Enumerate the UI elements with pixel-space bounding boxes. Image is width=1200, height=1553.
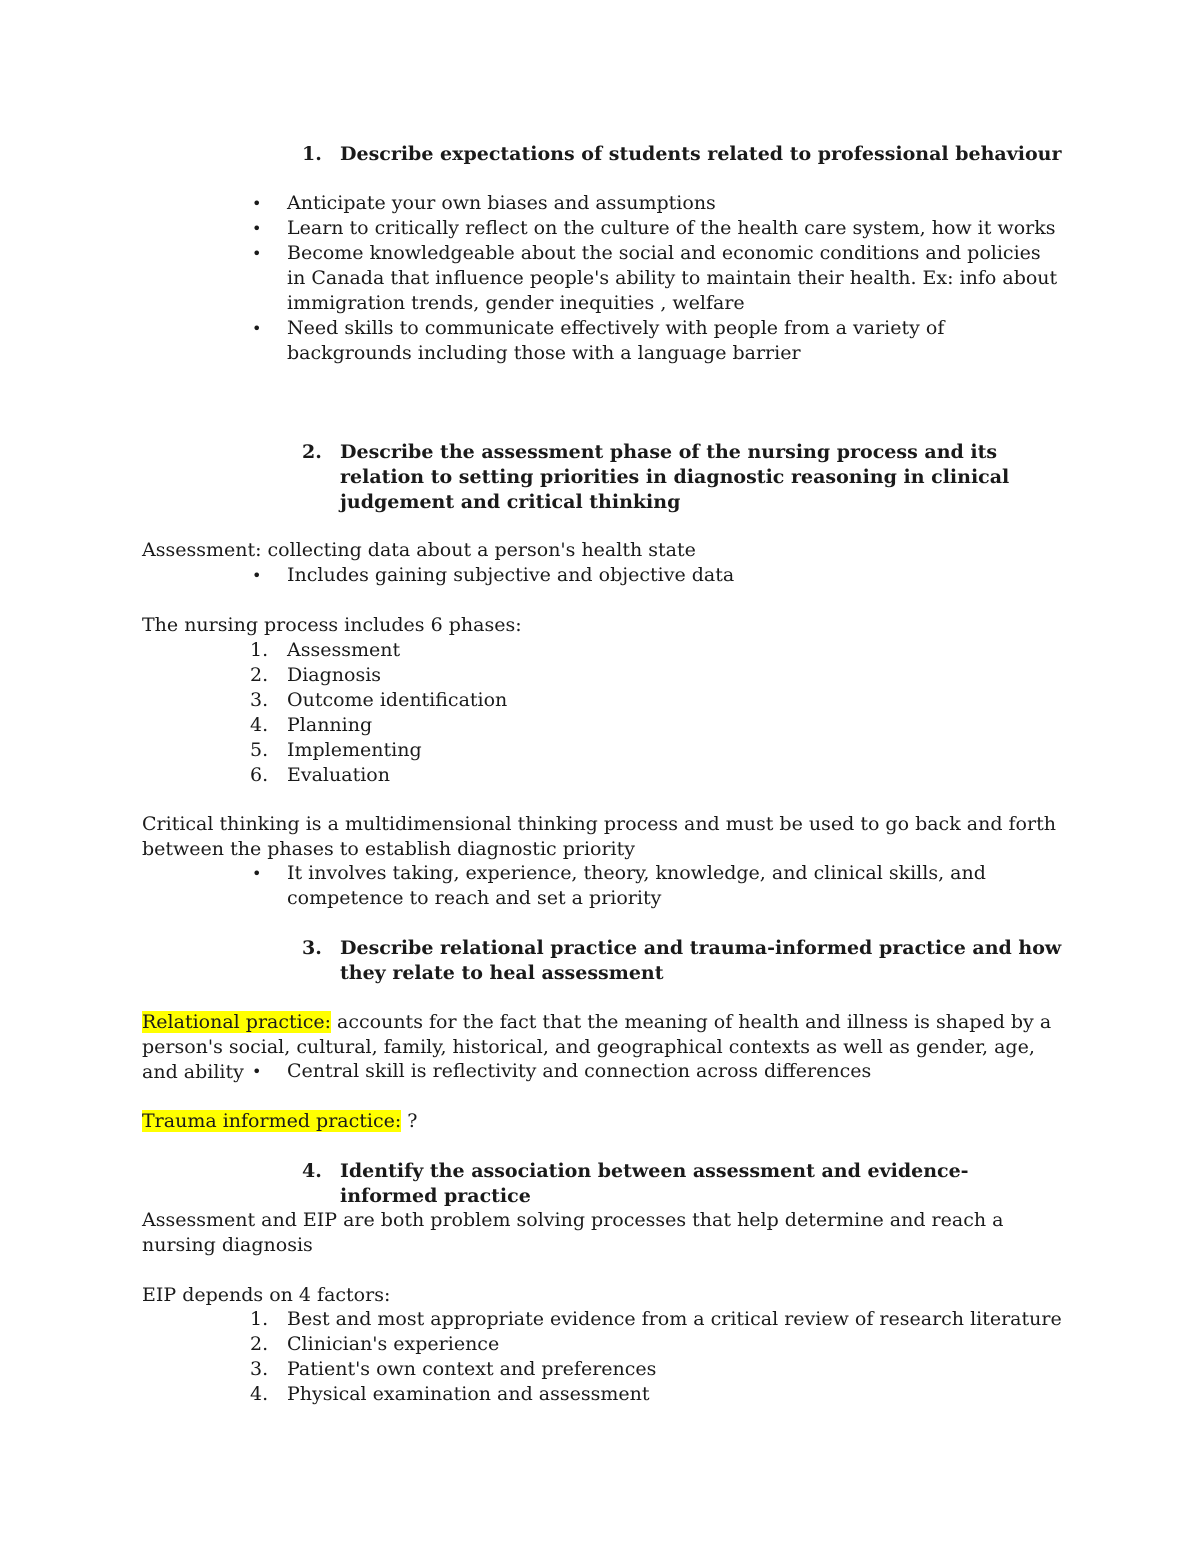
bullet-icon: • [252,319,262,338]
section1-heading [302,142,1062,167]
trauma-informed-paragraph [142,1109,1062,1134]
relational-bullet-list [250,1059,1062,1084]
section2-number: 2. [302,441,322,463]
eip-paragraph: Assessment and EIP are both problem solving processes that help determine and reach a nursing diagnosis [142,1209,1004,1256]
list-item: 2. Diagnosis [250,664,382,686]
section2-heading-text: Describe the assessment phase of the nursing process and its relation to setting priorities in diagnostic reasoning in clinical judgement and critical thinking [340,441,1010,513]
list-item: • Learn to critically reflect on the culture of the health care system, how it works [252,217,1056,239]
list-item: 5. Implementing [250,739,422,761]
list-item: 6. Evaluation [250,764,390,786]
section1-heading-text: Describe expectations of students related to professional behaviour [340,143,1062,165]
list-item: • Become knowledgeable about the social and economic conditions and policies in Canada that influence people's ability to maintain their health. Ex: info about immigration trends, gender inequities , welfare [252,242,1058,314]
critical-thinking-paragraph: Critical thinking is a multidimensional thinking process and must be used to go back and forth between the phases to establish diagnostic priority [142,813,1056,860]
list-item: • Includes gaining subjective and objective data [252,564,735,586]
bullet-icon: • [252,1062,262,1081]
section3-heading-text: Describe relational practice and trauma-informed practice and how they relate to heal assessment [340,937,1062,984]
section3-number: 3. [302,937,322,959]
list-item: 3. Patient's own context and preferences [250,1358,657,1380]
trauma-informed-text: ? [401,1110,418,1132]
list-item: • Need skills to communicate effectively with people from a variety of backgrounds including those with a language barrier [252,317,945,364]
section1-number: 1. [302,143,322,165]
assessment-bullet-list [250,563,1062,588]
list-item: • Anticipate your own biases and assumptions [252,192,716,214]
list-item: 2. Clinician's experience [250,1333,500,1355]
assessment-definition: Assessment: collecting data about a person's health state [142,539,696,561]
bullet-icon: • [252,244,262,263]
list-item: 3. Outcome identification [250,689,508,711]
bullet-icon: • [252,219,262,238]
eip-factors-intro: EIP depends on 4 factors: [142,1284,391,1306]
phases-intro: The nursing process includes 6 phases: [142,614,522,636]
section2-heading [302,440,1062,515]
section3-heading [302,936,1062,986]
section4-heading [302,1159,1062,1209]
bullet-icon: • [252,194,262,213]
list-item: 1. Best and most appropriate evidence from a critical review of research literature [250,1308,1062,1330]
bullet-icon: • [252,566,262,585]
list-item: 4. Physical examination and assessment [250,1383,650,1405]
list-item: • It involves taking, experience, theory, knowledge, and clinical skills, and competence to reach and set a priority [252,862,986,909]
eip-factors-list [250,1307,1062,1407]
relational-practice-text: accounts for the fact that the meaning of health and illness is shaped by a person's social, cultural, family, historical, and geographical contexts as well as gender, age, and ability [142,1011,1052,1083]
phases-list [250,638,1062,788]
bullet-icon: • [252,864,262,883]
list-item: 1. Assessment [250,639,401,661]
section4-heading-text: Identify the association between assessment and evidence-informed practice [340,1160,969,1207]
section4-number: 4. [302,1160,322,1182]
list-item: • Central skill is reflectivity and connection across differences [252,1060,872,1082]
relational-practice-label: Relational practice: [142,1011,331,1033]
trauma-informed-label: Trauma informed practice: [142,1110,402,1132]
list-item: 4. Planning [250,714,373,736]
section1-bullet-list [250,191,1062,366]
critical-thinking-bullet-list [250,861,1062,911]
